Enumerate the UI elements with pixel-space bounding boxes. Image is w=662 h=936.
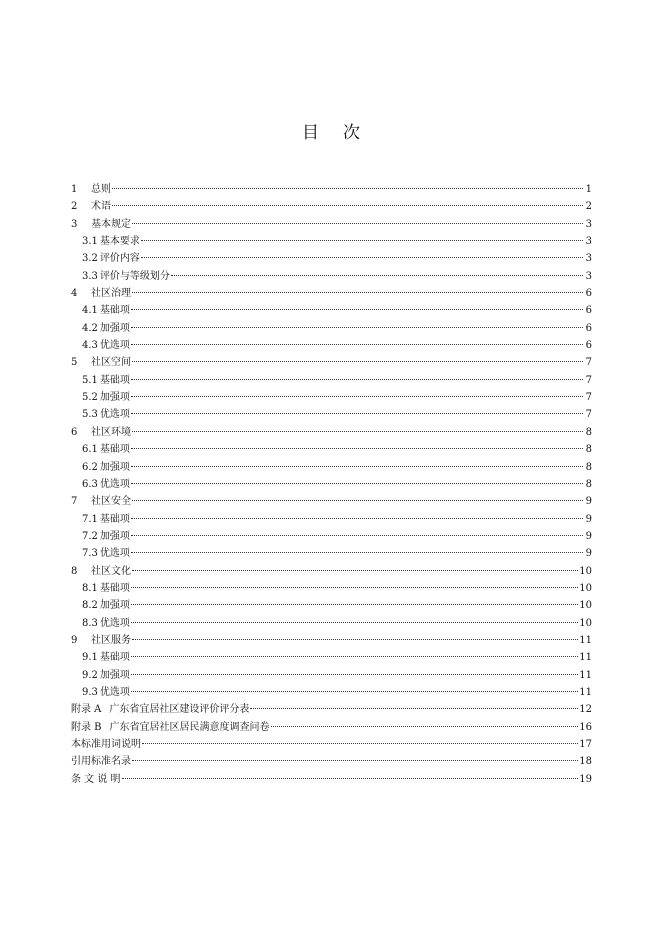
toc-entry-number: 8.2 bbox=[82, 600, 98, 612]
toc-entry-page: 12 bbox=[579, 704, 592, 716]
toc-leader-dots bbox=[132, 223, 583, 224]
toc-entry-page: 11 bbox=[579, 669, 592, 681]
toc-leader-dots bbox=[132, 292, 583, 293]
toc-entry-label: 基础项 bbox=[99, 582, 130, 594]
toc-entry-page: 2 bbox=[585, 201, 592, 213]
toc-entry-label: 加强项 bbox=[99, 530, 130, 542]
toc-entry-label: 优选项 bbox=[99, 686, 130, 698]
toc-entry-label: 社区空间 bbox=[91, 357, 131, 369]
toc-entry-number: 9.2 bbox=[82, 669, 98, 681]
toc-entry[interactable] bbox=[71, 528, 592, 545]
toc-entry-label: 基本规定 bbox=[91, 218, 131, 230]
toc-entry-page: 8 bbox=[585, 478, 592, 490]
toc-entry[interactable] bbox=[71, 216, 592, 233]
toc-entry-page: 3 bbox=[585, 236, 592, 248]
toc-leader-dots bbox=[131, 466, 583, 467]
toc-entry-page: 6 bbox=[585, 288, 592, 300]
toc-entry-label: 广东省宜居社区居民满意度调查问卷 bbox=[109, 721, 270, 733]
toc-entry-label: 优选项 bbox=[99, 617, 130, 629]
toc-entry-page: 7 bbox=[585, 374, 592, 386]
toc-entry-page: 10 bbox=[579, 617, 592, 629]
toc-leader-dots bbox=[132, 760, 578, 761]
toc-entry[interactable] bbox=[71, 302, 592, 319]
toc-entry-number: 6.1 bbox=[82, 444, 98, 456]
toc-entry-number: 4.2 bbox=[82, 322, 98, 334]
toc-entry[interactable] bbox=[71, 615, 592, 632]
toc-entry[interactable] bbox=[71, 632, 592, 649]
toc-leader-dots bbox=[131, 344, 583, 345]
toc-entry-label: 加强项 bbox=[99, 392, 130, 404]
toc-entry-page: 11 bbox=[579, 652, 592, 664]
toc-entry-label: 评价内容 bbox=[99, 253, 140, 265]
toc-leader-dots bbox=[271, 726, 579, 727]
toc-entry-label: 社区治理 bbox=[91, 288, 131, 300]
toc-entry-number: 3 bbox=[71, 218, 78, 230]
toc-leader-dots bbox=[122, 778, 579, 779]
toc-leader-dots bbox=[131, 622, 578, 623]
toc-leader-dots bbox=[131, 448, 583, 449]
toc-entry[interactable] bbox=[71, 389, 592, 406]
toc-entry[interactable] bbox=[71, 736, 592, 753]
toc-entry[interactable] bbox=[71, 580, 592, 597]
toc-entry-label: 社区安全 bbox=[91, 496, 131, 508]
toc-leader-dots bbox=[131, 552, 583, 553]
toc-leader-dots bbox=[132, 570, 578, 571]
toc-entry-number: 6.2 bbox=[82, 461, 98, 473]
toc-entry-label: 加强项 bbox=[99, 669, 130, 681]
toc-entry-page: 16 bbox=[579, 721, 592, 733]
toc-entry-number: 6 bbox=[71, 426, 78, 438]
toc-entry-number: 7.1 bbox=[82, 513, 98, 525]
toc-entry-label: 基础项 bbox=[99, 444, 130, 456]
toc-entry-page: 10 bbox=[579, 565, 592, 577]
page-title bbox=[0, 118, 662, 143]
toc-leader-dots bbox=[141, 240, 583, 241]
toc-leader-dots bbox=[131, 483, 583, 484]
toc-leader-dots bbox=[132, 500, 583, 501]
toc-entry[interactable] bbox=[71, 250, 592, 267]
toc-entry-number: 9.3 bbox=[82, 686, 98, 698]
toc-entry-number: 4.3 bbox=[82, 340, 98, 352]
toc-entry-label: 本标准用词说明 bbox=[71, 739, 141, 750]
toc-entry-page: 17 bbox=[579, 739, 592, 750]
toc-entry[interactable] bbox=[71, 701, 592, 718]
toc-entry-number: 6.3 bbox=[82, 478, 98, 490]
toc-entry-label: 条 文 说 明 bbox=[71, 773, 121, 785]
toc-entry-page: 3 bbox=[585, 218, 592, 230]
toc-entry-number: 5.1 bbox=[82, 374, 98, 386]
toc-leader-dots bbox=[131, 535, 583, 536]
toc-entry[interactable] bbox=[71, 545, 592, 562]
toc-entry-number: 1 bbox=[71, 184, 78, 195]
toc-entry[interactable] bbox=[71, 198, 592, 215]
toc-entry[interactable] bbox=[71, 771, 592, 788]
toc-entry[interactable] bbox=[71, 597, 592, 614]
toc-entry-label: 术语 bbox=[91, 201, 111, 213]
toc-entry[interactable] bbox=[71, 649, 592, 666]
toc-entry-page: 9 bbox=[585, 530, 592, 542]
table-of-contents bbox=[71, 181, 592, 788]
toc-leader-dots bbox=[131, 309, 583, 310]
toc-entry-label: 加强项 bbox=[99, 461, 130, 473]
toc-entry-number: 附录 A bbox=[71, 704, 102, 716]
toc-entry[interactable] bbox=[71, 563, 592, 580]
toc-entry-label: 基本要求 bbox=[99, 236, 140, 248]
toc-entry[interactable] bbox=[71, 667, 592, 684]
toc-entry[interactable] bbox=[71, 268, 592, 285]
toc-leader-dots bbox=[131, 518, 583, 519]
toc-entry[interactable] bbox=[71, 337, 592, 354]
toc-entry-label: 评价与等级划分 bbox=[99, 270, 170, 282]
toc-leader-dots bbox=[131, 587, 578, 588]
toc-leader-dots bbox=[142, 743, 578, 744]
toc-entry[interactable] bbox=[71, 285, 592, 302]
toc-entry-label: 总则 bbox=[91, 184, 111, 195]
toc-entry-page: 10 bbox=[579, 600, 592, 612]
toc-entry-label: 社区文化 bbox=[91, 565, 131, 577]
toc-entry-page: 9 bbox=[585, 548, 592, 560]
toc-entry[interactable] bbox=[71, 406, 592, 423]
toc-entry-number: 4.1 bbox=[82, 305, 98, 317]
toc-entry-page: 3 bbox=[585, 270, 592, 282]
toc-entry-label: 优选项 bbox=[99, 340, 130, 352]
toc-entry-number: 5.3 bbox=[82, 409, 98, 421]
toc-entry-number: 附录 B bbox=[71, 721, 102, 733]
toc-entry-page: 8 bbox=[585, 426, 592, 438]
toc-entry[interactable] bbox=[71, 372, 592, 389]
toc-entry-number: 8.3 bbox=[82, 617, 98, 629]
toc-entry[interactable] bbox=[71, 511, 592, 528]
toc-leader-dots bbox=[131, 413, 583, 414]
toc-entry-number: 8 bbox=[71, 565, 78, 577]
toc-entry-number: 5 bbox=[71, 357, 78, 369]
toc-entry-page: 11 bbox=[579, 634, 592, 646]
toc-entry-label: 基础项 bbox=[99, 513, 130, 525]
toc-entry-number: 2 bbox=[71, 201, 78, 213]
toc-entry[interactable] bbox=[71, 181, 592, 198]
toc-entry-page: 11 bbox=[579, 686, 592, 698]
toc-entry[interactable] bbox=[71, 719, 592, 736]
toc-entry[interactable] bbox=[71, 493, 592, 510]
toc-entry-page: 7 bbox=[585, 409, 592, 421]
toc-entry-page: 18 bbox=[579, 756, 592, 768]
toc-leader-dots bbox=[132, 639, 578, 640]
toc-entry[interactable] bbox=[71, 476, 592, 493]
toc-entry-label: 基础项 bbox=[99, 305, 130, 317]
toc-entry-page: 9 bbox=[585, 513, 592, 525]
toc-leader-dots bbox=[141, 257, 583, 258]
toc-entry-page: 1 bbox=[585, 184, 592, 195]
toc-entry-label: 基础项 bbox=[99, 374, 130, 386]
toc-entry-label: 广东省宜居社区建设评价评分表 bbox=[109, 704, 250, 716]
toc-leader-dots bbox=[131, 604, 578, 605]
page-title-right: 次 bbox=[343, 123, 360, 143]
toc-leader-dots bbox=[131, 674, 578, 675]
toc-entry-page: 7 bbox=[585, 392, 592, 404]
page-title-left: 目 bbox=[302, 123, 319, 143]
toc-entry-label: 优选项 bbox=[99, 409, 130, 421]
toc-entry-page: 19 bbox=[579, 773, 592, 785]
toc-entry[interactable] bbox=[71, 441, 592, 458]
toc-leader-dots bbox=[112, 188, 583, 189]
toc-entry-number: 9.1 bbox=[82, 652, 98, 664]
toc-entry-number: 4 bbox=[71, 288, 78, 300]
toc-entry-label: 优选项 bbox=[99, 548, 130, 560]
toc-leader-dots bbox=[131, 379, 583, 380]
toc-entry-page: 8 bbox=[585, 461, 592, 473]
toc-entry-number: 3.2 bbox=[82, 253, 98, 265]
toc-entry[interactable] bbox=[71, 459, 592, 476]
toc-leader-dots bbox=[132, 361, 583, 362]
toc-entry-page: 6 bbox=[585, 322, 592, 334]
toc-entry-page: 6 bbox=[585, 340, 592, 352]
toc-entry-page: 10 bbox=[579, 582, 592, 594]
toc-entry-label: 基础项 bbox=[99, 652, 130, 664]
toc-leader-dots bbox=[112, 205, 583, 206]
toc-entry-number: 5.2 bbox=[82, 392, 98, 404]
toc-entry-number: 3.1 bbox=[82, 236, 98, 248]
toc-leader-dots bbox=[171, 275, 583, 276]
toc-entry-page: 6 bbox=[585, 305, 592, 317]
toc-entry-number: 8.1 bbox=[82, 582, 98, 594]
toc-leader-dots bbox=[131, 691, 578, 692]
toc-entry-label: 引用标准名录 bbox=[71, 756, 131, 768]
toc-entry-label: 加强项 bbox=[99, 600, 130, 612]
toc-entry[interactable] bbox=[71, 424, 592, 441]
toc-entry-label: 加强项 bbox=[99, 322, 130, 334]
toc-entry[interactable] bbox=[71, 233, 592, 250]
toc-entry-number: 7 bbox=[71, 496, 78, 508]
toc-leader-dots bbox=[132, 431, 583, 432]
toc-entry-page: 7 bbox=[585, 357, 592, 369]
toc-entry-number: 7.2 bbox=[82, 530, 98, 542]
toc-leader-dots bbox=[131, 396, 583, 397]
toc-entry[interactable] bbox=[71, 753, 592, 770]
toc-leader-dots bbox=[250, 708, 578, 709]
toc-entry-page: 9 bbox=[585, 496, 592, 508]
toc-leader-dots bbox=[131, 656, 578, 657]
toc-entry-page: 8 bbox=[585, 444, 592, 456]
toc-entry-label: 社区环境 bbox=[91, 426, 131, 438]
toc-entry-label: 优选项 bbox=[99, 478, 130, 490]
toc-entry[interactable] bbox=[71, 354, 592, 371]
toc-entry-number: 9 bbox=[71, 634, 78, 646]
toc-entry[interactable] bbox=[71, 320, 592, 337]
toc-entry-number: 7.3 bbox=[82, 548, 98, 560]
toc-leader-dots bbox=[131, 327, 583, 328]
toc-entry-page: 3 bbox=[585, 253, 592, 265]
toc-entry-number: 3.3 bbox=[82, 270, 98, 282]
toc-entry[interactable] bbox=[71, 684, 592, 701]
toc-entry-label: 社区服务 bbox=[91, 634, 131, 646]
